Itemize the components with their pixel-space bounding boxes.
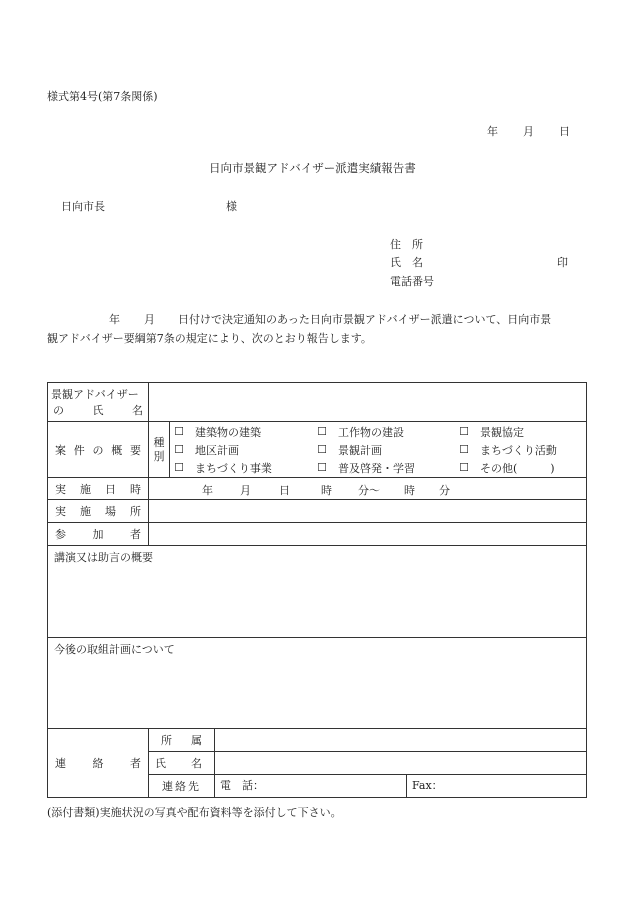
category-education[interactable]: ☐ 普及啓発・学習: [317, 461, 415, 475]
date-year: 年: [487, 125, 498, 138]
intro-line1: 日付けで決定通知のあった日向市景観アドバイザー派遣について、日向市景: [178, 313, 552, 326]
fax-label: Fax：: [412, 779, 443, 792]
contact-phone-fax-cell: [215, 775, 587, 798]
form-number: 様式第4号(第7条関係): [47, 90, 158, 103]
category-town-activity[interactable]: ☐ まちづくり活動: [459, 443, 557, 457]
checkbox-icon[interactable]: ☐: [317, 425, 327, 438]
contact-name-label: 氏 名: [149, 752, 215, 775]
intro-year: 年: [109, 313, 120, 326]
adviser-name-label: 景観アドバイザー の 氏 名: [48, 383, 149, 422]
case-summary-label: 案 件 の 概 要: [48, 422, 149, 478]
category-town-project[interactable]: ☐ まちづくり事業: [174, 461, 272, 475]
report-table: [47, 382, 587, 798]
datetime-field[interactable]: 年 月 日 時 分〜 時 分: [149, 478, 587, 500]
affiliation-field[interactable]: [215, 729, 587, 752]
phone-label: 電 話：: [220, 779, 264, 792]
future-plan-label: 今後の取組計画について: [54, 643, 175, 656]
addressee-name: 日向市長: [61, 200, 105, 213]
future-plan-row: [48, 638, 587, 729]
date-day: 日: [559, 125, 570, 138]
category-structure[interactable]: ☐ 工作物の建設: [317, 425, 404, 439]
seal-mark: 印: [557, 256, 568, 269]
venue-row: [48, 500, 587, 523]
lecture-summary-label: 講演又は助言の概要: [54, 551, 153, 564]
category-landscape-agreement[interactable]: ☐ 景観協定: [459, 425, 524, 439]
participants-field[interactable]: [149, 523, 587, 546]
applicant-phone-label: 電話番号: [390, 275, 434, 288]
checkbox-icon[interactable]: ☐: [459, 425, 469, 438]
future-plan-field[interactable]: [48, 638, 587, 729]
category-other[interactable]: ☐ その他( ): [459, 461, 555, 475]
document-title: 日向市景観アドバイザー派遣実績報告書: [209, 161, 416, 175]
category-district-plan[interactable]: ☐ 地区計画: [174, 443, 239, 457]
adviser-name-field[interactable]: [149, 383, 587, 422]
venue-label: 実 施 場 所: [48, 500, 149, 523]
phone-field[interactable]: [215, 775, 407, 797]
affiliation-label: 所 属: [149, 729, 215, 752]
lecture-summary-row: [48, 546, 587, 638]
checkbox-icon[interactable]: ☐: [174, 461, 184, 474]
datetime-row: [48, 478, 587, 500]
adviser-name-row: [48, 383, 587, 422]
checkbox-icon[interactable]: ☐: [317, 443, 327, 456]
checkbox-icon[interactable]: ☐: [174, 425, 184, 438]
applicant-name-label: 氏 名: [390, 256, 423, 269]
contact-affiliation-row: [48, 729, 587, 752]
intro-month: 月: [144, 313, 155, 326]
attachment-note: (添付書類)実施状況の写真や配布資料等を添付して下さい。: [47, 806, 342, 819]
participants-row: [48, 523, 587, 546]
category-landscape-plan[interactable]: ☐ 景観計画: [317, 443, 382, 457]
type-label: 種 別: [149, 422, 170, 478]
venue-field[interactable]: [149, 500, 587, 523]
contact-name-field[interactable]: [215, 752, 587, 775]
contact-address-label: 連絡先: [149, 775, 215, 798]
adviser-name-label-line1: 景観アドバイザー: [51, 388, 139, 401]
date-month: 月: [523, 125, 534, 138]
participants-label: 参 加 者: [48, 523, 149, 546]
lecture-summary-field[interactable]: [48, 546, 587, 638]
checkbox-icon[interactable]: ☐: [317, 461, 327, 474]
applicant-address-label: 住 所: [390, 238, 423, 251]
checkbox-icon[interactable]: ☐: [459, 461, 469, 474]
intro-line2: 観アドバイザー要綱第7条の規定により、次のとおり報告します。: [47, 332, 372, 345]
datetime-label: 実 施 日 時: [48, 478, 149, 500]
category-building[interactable]: ☐ 建築物の建築: [174, 425, 261, 439]
contact-person-label: 連 絡 者: [48, 729, 149, 798]
checkbox-icon[interactable]: ☐: [459, 443, 469, 456]
addressee-honorific: 様: [226, 200, 237, 213]
fax-field[interactable]: [407, 775, 586, 797]
case-summary-row: [48, 422, 587, 478]
category-grid: [170, 422, 587, 478]
checkbox-icon[interactable]: ☐: [174, 443, 184, 456]
